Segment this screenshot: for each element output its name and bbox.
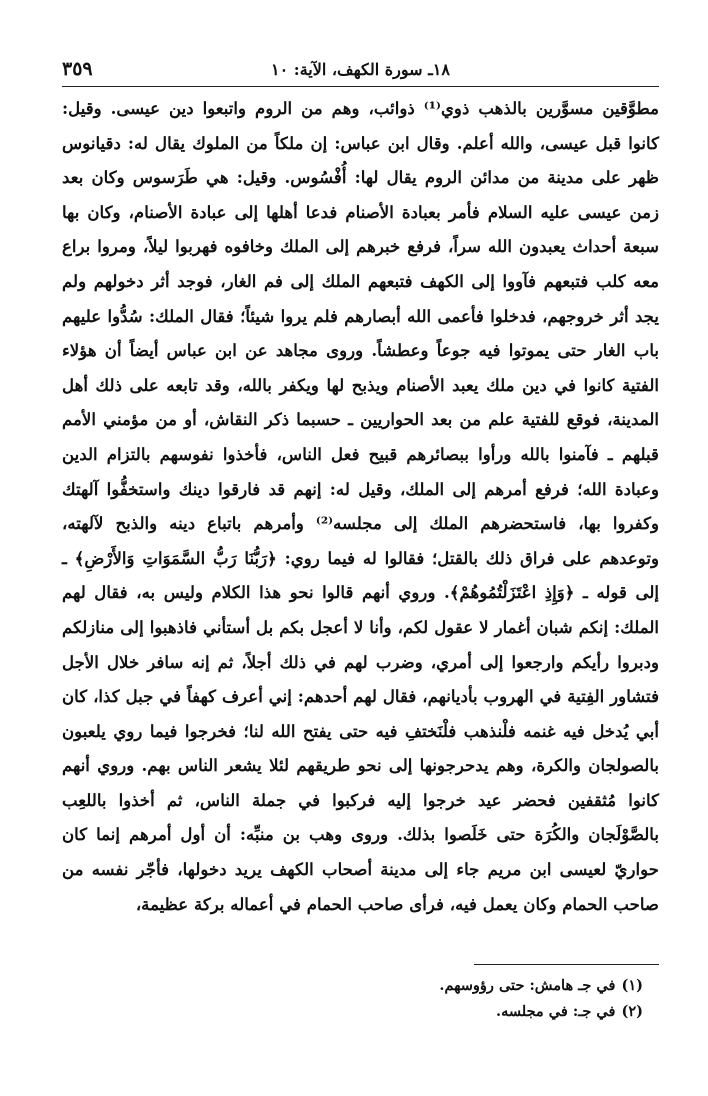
- footnote-text: في جـ هامش: حتى رؤوسهم.: [439, 977, 616, 994]
- page-number: ٣٥٩: [62, 58, 93, 80]
- footnote-marker: (٢): [621, 1003, 643, 1020]
- footnotes: [62, 964, 659, 1025]
- footnote-1: [62, 973, 659, 999]
- footnote-marker: (١): [621, 977, 643, 994]
- document-page: [62, 56, 659, 1046]
- main-text: [62, 91, 659, 921]
- footnote-divider: [474, 964, 659, 965]
- running-title: ١٨ـ سورة الكهف، الآية: ١٠: [271, 60, 450, 79]
- page-header: [62, 56, 659, 87]
- body-paragraph: مطوَّقين مسوَّرين بالذهب ذوي⁽¹⁾ ذوائب، وهم من الروم واتبعوا دين عيسى. وقيل: كانوا قبل عيسى، والله أعلم. وقال ابن عباس: إن ملكاً من الملوك يقال له: دقيانوس ظهر على مدينة من مدائن الروم يقال لها: أُفْسُوس. وقيل: هي طَرَسوس وكان بعد زمن عيسى عليه السلام فأمر بعبادة الأصنام فدعا أهلها إلى عبادة الأصنام، وكان بها سبعة أحداث يعبدون الله سراً، فرفع خبرهم إلى الملك وخافوه فهربوا ليلاً، ومروا براع معه كلب فتبعهم فآووا إلى الكهف فتبعهم الملك إلى فم الغار، فوجد أثر دخولهم ولم يجد أثر خروجهم، فدخلوا فأعمى الله أبصارهم فلم يروا شيئاً؛ فقال الملك: سُدُّوا عليهم باب الغار حتى يموتوا فيه جوعاً وعطشاً. وروى مجاهد عن ابن عباس أيضاً أن هؤلاء الفتية كانوا في دين ملك يعبد الأصنام ويذبح لها ويكفر بالله، وقد تابعه على ذلك أهل المدينة، فوقع للفتية علم من بعد الحواريين ـ حسبما ذكر النقاش، أو من مؤمني الأمم قبلهم ـ فآمنوا بالله ورأوا ببصائرهم قبيح فعل الناس، فأخذوا نفوسهم بالتزام الدين وعبادة الله؛ فرفع أمرهم إلى الملك، وقيل له: إنهم قد فارقوا دينك واستخفُّوا آلهتك وكفروا بها، فاستحضرهم الملك إلى مجلسه⁽²⁾ وأمرهم باتباع دينه والذبح لآلهته، وتوعدهم على فراق ذلك بالقتل؛ فقالوا له فيما روي: ﴿رَبُّنَا رَبُّ السَّمَوَاتِ وَالأَرْضِ﴾ ـ إلى قوله ـ ﴿وَإِذِ اعْتَزَلْتُمُوهُمْ﴾. وروي أنهم قالوا نحو هذا الكلام وليس به، فقال لهم الملك: إنكم شبان أغمار لا عقول لكم، وأنا لا أعجل بكم بل أستأني فاذهبوا إلى منازلكم ودبروا رأيكم وارجعوا إلى أمري، وضرب لهم في ذلك أجلاً، ثم إنه سافر خلال الأجل فتشاور الفِتية في الهروب بأديانهم، فقال لهم أحدهم: إني أعرف كهفاً في جبل كذا، كان أبي يُدخل فيه غنمه فلْنذهب فلْنَختفِ فيه حتى يفتح الله لنا؛ فخرجوا فيما روي يلعبون بالصولجان والكرة، وهم يدحرجونها إلى نحو طريقهم لئلا يشعر الناس بهم. وروي أنهم كانوا مُثقفين فحضر عيد خرجوا إليه فركبوا في جملة الناس، ثم أخذوا باللعِب بالصَّوْلَجان والكُرَة حتى خَلَصوا بذلك. وروى وهب بن منبِّه: أن أول أمرهم إنما كان حواريّ لعيسى ابن مريم جاء إلى مدينة أصحاب الكهف يريد دخولها، فأجّر نفسه من صاحب الحمام وكان يعمل فيه، فرأى صاحب الحمام في أعماله بركة عظيمة،: [62, 98, 659, 914]
- footnote-text: في جـ: في مجلسه.: [496, 1003, 616, 1020]
- footnote-2: [62, 999, 659, 1025]
